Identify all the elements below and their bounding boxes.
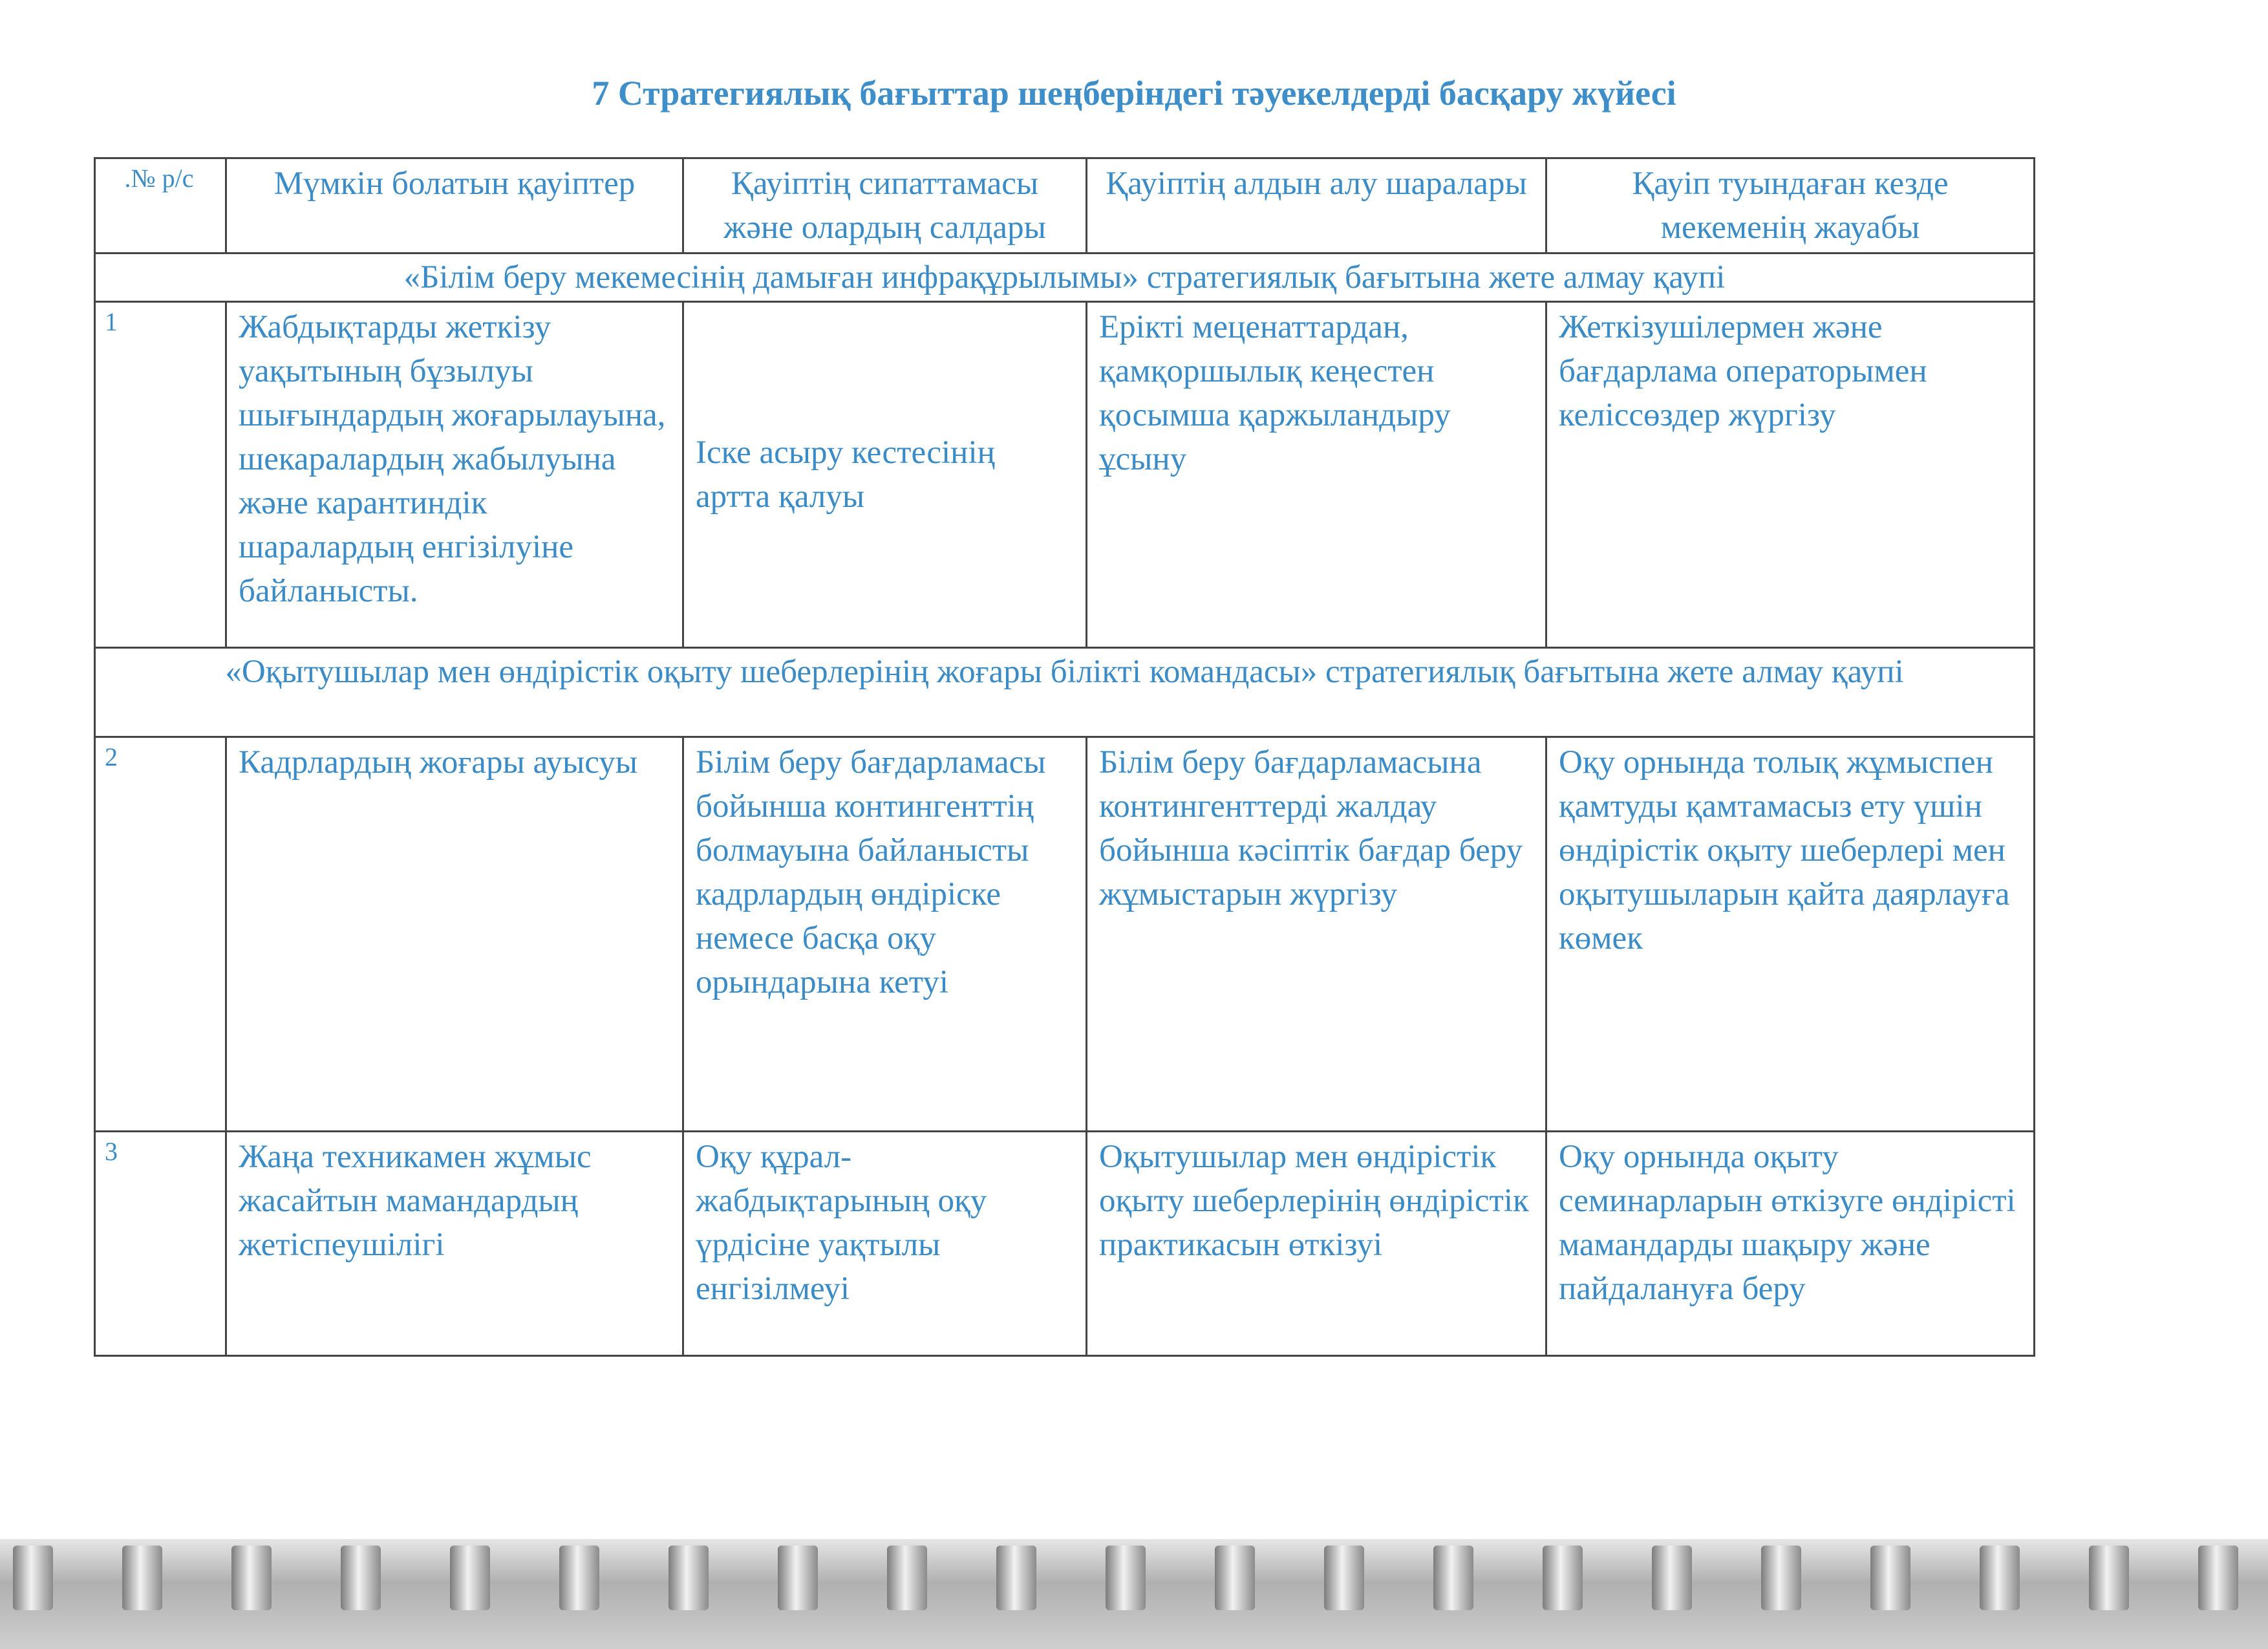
binding-ring <box>1433 1546 1473 1610</box>
binding-ring <box>559 1546 599 1610</box>
header-risk-description: Қауіптің сипаттамасы және олардың салдары <box>683 158 1087 253</box>
binding-ring <box>231 1546 272 1610</box>
binding-ring <box>341 1546 381 1610</box>
binding-ring <box>1761 1546 1801 1610</box>
row-response: Жеткізушілермен және бағдарлама операторымен келіссөздер жүргізу <box>1546 302 2035 648</box>
binding-ring <box>996 1546 1036 1610</box>
binding-ring <box>1652 1546 1692 1610</box>
row-number: 1 <box>95 302 226 648</box>
binding-ring <box>1324 1546 1364 1610</box>
header-possible-risks: Мүмкін болатын қауіптер <box>226 158 683 253</box>
row-description: Іске асыру кестесінің артта қалуы <box>683 302 1087 648</box>
row-response: Оқу орнында толық жұмыспен қамтуды қамтамасыз ету үшін өндірістік оқыту шеберлері мен оқытушыларын қайта даярлауға көмек <box>1546 737 2035 1132</box>
risk-management-table <box>94 157 2035 1357</box>
spiral-binding <box>0 1546 2268 1610</box>
table-row <box>95 737 2035 1132</box>
table-row <box>95 302 2035 648</box>
row-risk: Жаңа техникамен жұмыс жасайтын мамандардың жетіспеушілігі <box>226 1132 683 1356</box>
row-description: Білім беру бағдарламасы бойынша контингенттің болмауына байланысты кадрлардың өндіріске немесе басқа оқу орындарына кетуі <box>683 737 1087 1132</box>
section-title: «Оқытушылар мен өндірістік оқыту шеберлерінің жоғары білікті командасы» стратегиялық бағытына жете алмау қаупі <box>95 648 2035 737</box>
binding-ring <box>1543 1546 1583 1610</box>
row-prevention: Оқытушылар мен өндірістік оқыту шеберлерінің өндірістік практикасын өткізуі <box>1087 1132 1546 1356</box>
table-header-row <box>95 158 2035 253</box>
binding-ring <box>1870 1546 1910 1610</box>
header-institution-response: Қауіп туындаған кезде мекеменің жауабы <box>1546 158 2035 253</box>
binding-ring <box>122 1546 162 1610</box>
binding-ring <box>1980 1546 2020 1610</box>
section-row <box>95 648 2035 737</box>
row-description: Оқу құрал-жабдықтарының оқу үрдісіне уақтылы енгізілмеуі <box>683 1132 1087 1356</box>
section-row <box>95 253 2035 302</box>
binding-ring <box>669 1546 709 1610</box>
binding-ring <box>887 1546 927 1610</box>
header-prevention-measures: Қауіптің алдын алу шаралары <box>1087 158 1546 253</box>
row-risk: Жабдықтарды жеткізу уақытының бұзылуы шығындардың жоғарылауына, шекаралардың жабылуына және карантиндік шаралардың енгізілуіне байланысты. <box>226 302 683 648</box>
document-title: 7 Стратегиялық бағыттар шеңберіндегі тәуекелдерді басқару жүйесі <box>592 74 1676 113</box>
row-prevention: Ерікті меценаттардан, қамқоршылық кеңестен қосымша қаржыландыру ұсыну <box>1087 302 1546 648</box>
binding-ring <box>778 1546 818 1610</box>
binding-ring <box>13 1546 53 1610</box>
binding-ring <box>1106 1546 1146 1610</box>
row-risk: Кадрлардың жоғары ауысуы <box>226 737 683 1132</box>
row-response: Оқу орнында оқыту семинарларын өткізуге өндірісті мамандарды шақыру және пайдалануға беру <box>1546 1132 2035 1356</box>
binding-ring <box>2089 1546 2129 1610</box>
binding-ring <box>450 1546 490 1610</box>
section-title: «Білім беру мекемесінің дамыған инфрақұрылымы» стратегиялық бағытына жете алмау қаупі <box>95 253 2035 302</box>
row-number: 2 <box>95 737 226 1132</box>
row-prevention: Білім беру бағдарламасына контингенттерді жалдау бойынша кәсіптік бағдар беру жұмыстарын жүргізу <box>1087 737 1546 1132</box>
header-number: .№ р/с <box>95 158 226 253</box>
binding-ring <box>2198 1546 2238 1610</box>
row-number: 3 <box>95 1132 226 1356</box>
table-row <box>95 1132 2035 1356</box>
binding-ring <box>1215 1546 1255 1610</box>
